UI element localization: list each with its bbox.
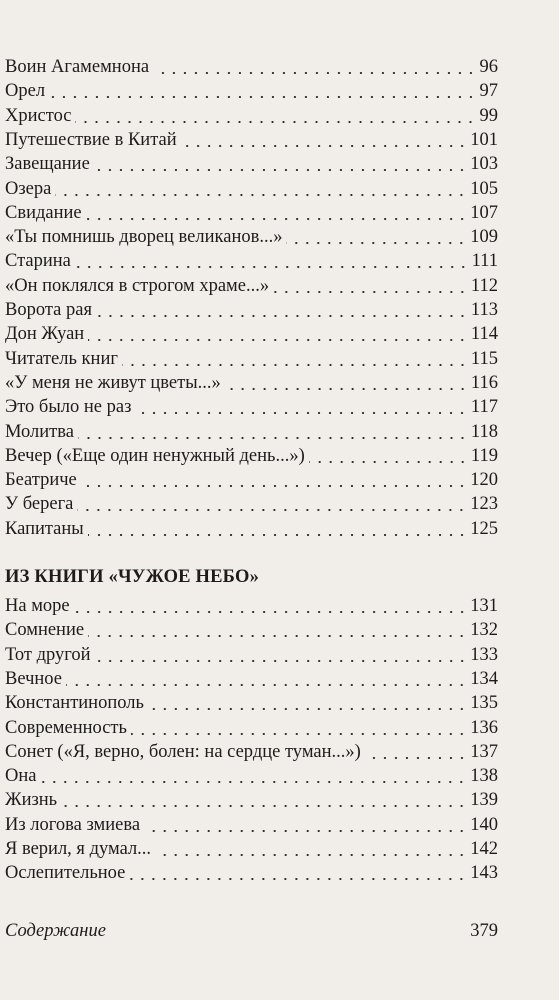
- dot-leader: [309, 461, 468, 463]
- toc-entry-title: Это было не раз: [5, 397, 132, 418]
- toc-entry: [5, 643, 498, 667]
- toc-entry: [5, 371, 498, 395]
- dot-leader: [94, 169, 467, 171]
- toc-entry-page: 133: [470, 644, 498, 665]
- toc-entry-title: Вечное: [5, 668, 62, 689]
- toc-entry: [5, 249, 498, 273]
- toc-entry: [5, 201, 498, 225]
- toc-entry-title: Тот другой: [5, 644, 91, 665]
- toc-entry-title: Молитва: [5, 421, 74, 442]
- toc-entry: [5, 79, 498, 103]
- dot-leader: [131, 733, 467, 735]
- toc-entry-page: 111: [471, 251, 498, 272]
- toc-entry: [5, 55, 498, 79]
- toc-entry: [5, 764, 498, 788]
- toc-entry-page: 131: [470, 596, 498, 616]
- toc-entry-page: 135: [470, 693, 498, 714]
- toc-entry: [5, 492, 498, 516]
- toc-entry-page: 114: [470, 324, 498, 345]
- toc-entry-page: 109: [470, 227, 498, 248]
- page-number: 379: [470, 921, 498, 941]
- toc-entry: [5, 152, 498, 176]
- toc-entry-page: 138: [470, 766, 498, 787]
- dot-leader: [88, 534, 468, 536]
- toc-entry-title: Воин Агамемнона: [5, 57, 150, 77]
- toc-entry-page: 125: [470, 518, 498, 539]
- toc-entry-page: 113: [470, 300, 498, 320]
- toc-entry-page: 116: [470, 372, 498, 393]
- toc-entry: [5, 740, 498, 764]
- dot-leader: [74, 611, 468, 613]
- dot-leader: [129, 878, 467, 880]
- toc-entry-title: У берега: [5, 494, 74, 515]
- toc-entry-title: Жизнь: [5, 790, 58, 811]
- toc-entry: [5, 716, 498, 740]
- toc-entry: [5, 618, 498, 642]
- dot-leader: [40, 781, 467, 783]
- toc-entry: [5, 667, 498, 691]
- toc-entry: [5, 813, 498, 837]
- toc-entry-page: 112: [470, 275, 498, 296]
- dot-leader: [66, 684, 467, 686]
- toc-entry-page: 139: [470, 790, 498, 811]
- toc-entry: [5, 837, 498, 861]
- toc-entry-page: 97: [479, 81, 498, 102]
- toc-entry: [5, 788, 498, 812]
- toc-entry-title: На море: [5, 596, 70, 616]
- toc-entry-title: Ослепительное: [5, 863, 126, 884]
- toc-entry-page: 118: [470, 421, 498, 442]
- toc-entry-title: Из логова змиева: [5, 814, 141, 835]
- toc-entry: [5, 177, 498, 201]
- toc-entry: [5, 444, 498, 468]
- toc-entry: [5, 420, 498, 444]
- toc-entry-title: Константинополь: [5, 693, 144, 714]
- toc-entry-title: «Ты помнишь дворец великанов...»: [5, 227, 283, 248]
- dot-leader: [78, 437, 468, 439]
- dot-leader: [225, 388, 468, 390]
- dot-leader: [49, 96, 476, 98]
- dot-leader: [81, 485, 467, 487]
- toc-entry-title: Озера: [5, 178, 52, 199]
- dot-leader: [153, 72, 476, 74]
- dot-leader: [88, 339, 468, 341]
- toc-entry: [5, 691, 498, 715]
- dot-leader: [286, 242, 467, 244]
- toc-entry-page: 123: [470, 494, 498, 515]
- dot-leader: [135, 412, 468, 414]
- dot-leader: [55, 194, 467, 196]
- toc-entry-title: Христос: [5, 105, 72, 126]
- toc-entry-title: Сомнение: [5, 620, 85, 641]
- dot-leader: [148, 708, 467, 710]
- toc-entry: [5, 594, 498, 618]
- dot-leader: [86, 218, 468, 220]
- toc-entry-title: Старина: [5, 251, 71, 272]
- toc-entry: [5, 861, 498, 885]
- dot-leader: [144, 830, 467, 832]
- toc-entry-title: Сонет («Я, верно, болен: на сердце туман...»): [5, 741, 361, 762]
- toc-entry-page: 136: [470, 717, 498, 738]
- toc-entry-page: 142: [470, 839, 498, 859]
- toc-entry: [5, 274, 498, 298]
- toc-entry: [5, 298, 498, 322]
- toc-entry: [5, 468, 498, 492]
- toc-entry-title: Ворота рая: [5, 300, 92, 320]
- dot-leader: [75, 121, 476, 123]
- toc-entry-title: Современность: [5, 717, 127, 738]
- toc-entry-title: Дон Жуан: [5, 324, 85, 345]
- toc-entry-page: 134: [470, 668, 498, 689]
- toc-entry-title: Читатель книг: [5, 348, 118, 369]
- toc-entry: [5, 347, 498, 371]
- dot-leader: [181, 145, 468, 147]
- toc-entry-title: Орел: [5, 81, 46, 102]
- dot-leader: [273, 291, 468, 293]
- toc-entry-page: 105: [470, 178, 498, 199]
- toc-entry-title: «Он поклялся в строгом храме...»: [5, 275, 270, 296]
- toc-entry-page: 140: [470, 814, 498, 835]
- toc-entry-page: 120: [470, 470, 498, 491]
- toc-entry-title: Завещание: [5, 154, 90, 175]
- toc-entry-title: Путешествие в Китай: [5, 129, 177, 150]
- toc-entry-page: 99: [479, 105, 498, 126]
- toc-entry-page: 117: [470, 397, 498, 418]
- toc-entry-title: Капитаны: [5, 518, 84, 539]
- toc-entry-page: 143: [470, 863, 498, 884]
- toc-entry-page: 115: [470, 348, 498, 369]
- toc-entry: [5, 104, 498, 128]
- toc-entry-page: 96: [479, 57, 498, 77]
- toc-entry-page: 107: [470, 202, 498, 223]
- toc-entry: [5, 225, 498, 249]
- toc-entry-page: 132: [470, 620, 498, 641]
- dot-leader: [96, 315, 468, 317]
- toc-entry: [5, 128, 498, 152]
- toc-entry-title: Она: [5, 766, 37, 787]
- toc-entry-page: 103: [470, 154, 498, 175]
- toc-entry-page: 101: [470, 129, 498, 150]
- toc-entry: [5, 395, 498, 419]
- toc-entry-title: «У меня не живут цветы...»: [5, 372, 221, 393]
- dot-leader: [88, 635, 467, 637]
- dot-leader: [365, 757, 467, 759]
- dot-leader: [95, 660, 468, 662]
- dot-leader: [77, 509, 467, 511]
- dot-leader: [155, 854, 467, 856]
- dot-leader: [122, 364, 468, 366]
- toc-entry-title: Свидание: [5, 202, 82, 223]
- toc-entry-title: Беатриче: [5, 470, 77, 491]
- toc-entry-page: 119: [470, 445, 498, 466]
- section-heading: ИЗ КНИГИ «ЧУЖОЕ НЕБО»: [5, 567, 260, 587]
- toc-entry: [5, 322, 498, 346]
- running-title: Содержание: [5, 921, 106, 941]
- toc-entry: [5, 517, 498, 541]
- dot-leader: [75, 266, 469, 268]
- toc-entry-page: 137: [470, 741, 498, 762]
- dot-leader: [61, 805, 467, 807]
- toc-entry-title: Я верил, я думал...: [5, 839, 152, 859]
- toc-entry-title: Вечер («Еще один ненужный день...»): [5, 445, 305, 466]
